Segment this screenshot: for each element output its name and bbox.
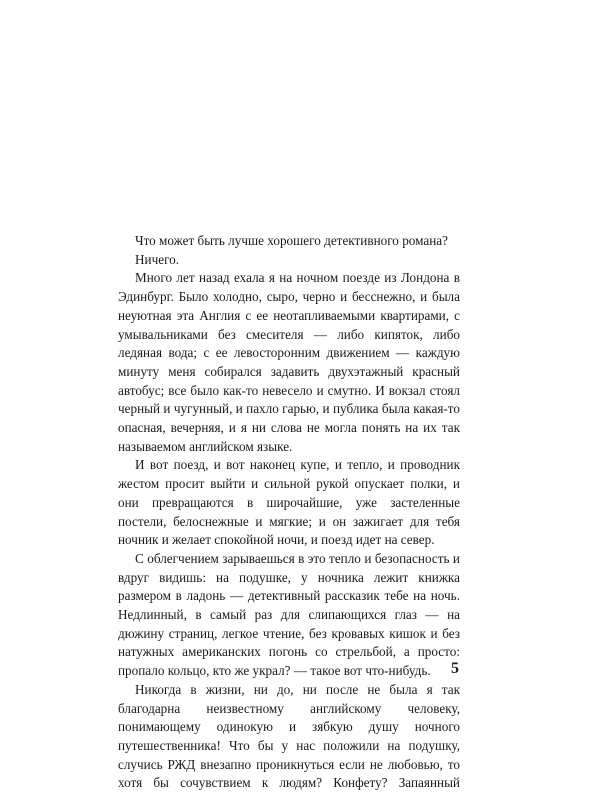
paragraph: Что может быть лучше хорошего детективного романа? bbox=[135, 233, 449, 248]
paragraph: Никогда в жизни, ни до, ни после не была я так благодарна неизвестному английскому человеку, понимающему одинокую и зябкую душу ночного путешественника! Что бы у нас положили на подушку, случись РЖД внезапно проникнуться если не любовью, то хотя бы сочувствием к людям? Конфету? Запаянный bbox=[118, 681, 460, 791]
paragraph: Много лет назад ехала я на ночном поезде из Лондона в Эдинбург. Было холодно, сыро, черно и бесснежно, и была неуютная эта Англия с ее неотапливаемыми квартирами, с умывальниками без смесителя — либо кипяток, либо ледяная вода; с ее левосторонним движением — каждую минуту меня собирался задавить двухэтажный красный автобус; все было как-то невесело и смутно. И вокзал стоял черный и чугунный, и пахло гарью, и публика была какая-то опасная, вечерняя, и я ни слова не могла понять на их так называемом английском языке. bbox=[118, 270, 460, 454]
page-number: 5 bbox=[451, 660, 459, 677]
paragraph: Ничего. bbox=[135, 251, 180, 267]
body-text bbox=[118, 232, 460, 793]
paragraph: С облегчением зарываешься в это тепло и безопасность и вдруг видишь: на подушке, у ночника лежит книжка размером в ладонь — детективный рассказик тебе на ночь. Недлинный, в самый раз для слипающихся глаз — на дюжину страниц, легкое чтение, без кровавых кишок и без натужных американских погонь со стрельбой, а просто: пропало кольцо, кто же украл? — такое вот что-нибудь. bbox=[118, 550, 460, 679]
paragraph: И вот поезд, и вот наконец купе, и тепло, и проводник жестом просит выйти и сильной рукой опускает полки, и они превращаются в широчайшие, уже застеленные постели, белоснежные и мягкие; и он зажигает для тебя ночник и желает спокойной ночи, и поезд идет на север. bbox=[118, 457, 460, 548]
